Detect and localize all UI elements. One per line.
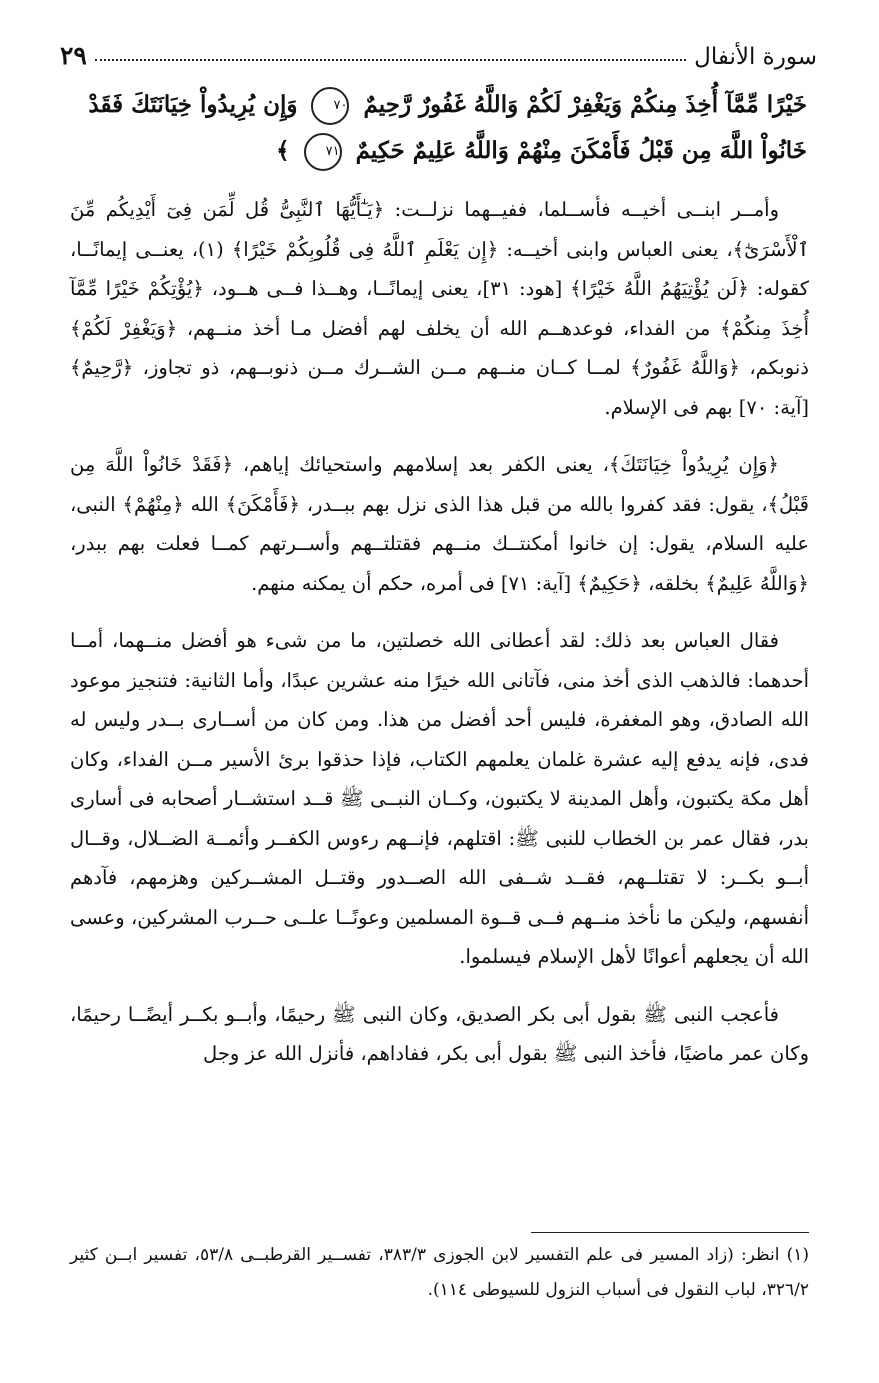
verse-text: خَانُواْ اللَّهَ مِن قَبْلُ فَأَمْكَنَ مِنْهُمْ وَاللَّهُ عَلِيمٌ حَكِيمٌ	[355, 137, 807, 164]
verse-number-71-marker: ٧١	[304, 133, 342, 171]
quran-line-1	[72, 82, 807, 128]
closing-bracket: ﴾	[276, 137, 290, 164]
verse-text: وَإِن يُرِيدُواْ خِيَانَتَكَ فَقَدْ	[88, 91, 298, 118]
header-dot-leader	[95, 59, 686, 61]
commentary-paragraph-3: فقال العباس بعد ذلك: لقد أعطانى الله خصلتين، ما من شىء هو أفضل منــهما، أمــا أحدهما: فالذهب الذى أخذ منى، فآتانى الله خيرًا منه عشرين عبدًا، وأما الثانية: فتنجيز موعود الله الصادق، وهو المغفرة، فليس أحد أفضل من هذا. ومن كان من أســارى بــدر وليس له فدى، فإنه يدفع إليه عشرة غلمان يعلمهم الكتاب، فإذا حذقوا برئ الأسير مــن الفداء، وكان أهل مكة يكتبون، وأهل المدينة لا يكتبون، وكــان النبــى ﷺ قــد استشــار أصحابه فى أسارى بدر، فقال عمر بن الخطاب للنبى ﷺ: اقتلهم، فإنــهم رءوس الكفــر وأئمــة الضــلال، وقــال أبــو بكــر: لا تقتلــهم، فقــد شــفى الله الصــدور وقتــل المشــركين وهزمهم، فآدهم أنفسهم، وليكن ما نأخذ منــهم فــى قــوة المسلمين وعونًــا علــى حــرب المشركين، وعسى الله أن يجعلهم أعوانًا لأهل الإسلام فيسلموا.	[70, 629, 809, 968]
verse-text: خَيْرًا مِّمَّآ أُخِذَ مِنكُمْ وَيَغْفِرْ لَكُمْ وَاللَّهُ غَفُورٌ رَّحِيمٌ	[363, 91, 807, 118]
quran-verses	[72, 82, 807, 174]
commentary-paragraph-4: فأعجب النبى ﷺ بقول أبى بكر الصديق، وكان النبى ﷺ رحيمًا، وأبــو بكــر أيضًــا رحيمًا، وكان عمر ماضيًا، فأخذ النبى ﷺ بقول أبى بكر، ففاداهم، فأنزل الله عز وجل	[70, 1002, 809, 1065]
footnote-separator	[531, 1232, 809, 1233]
commentary-body	[70, 190, 809, 1090]
commentary-paragraph-2: ﴿وَإِن يُرِيدُواْ خِيَانَتَكَ﴾، يعنى الكفر بعد إسلامهم واستحيائك إياهم، ﴿فَقَدْ خَانُواْ اللَّهَ مِن قَبْلُ﴾، يقول: فقد كفروا بالله من قبل هذا الذى نزل بهم ببــدر، ﴿فَأَمْكَنَ﴾ الله ﴿مِنْهُمْ﴾ النبى، عليه السلام، يقول: إن خانوا أمكنتــك منــهم فقتلتــهم وأســرتهم كمــا فعلت بهم ببدر، ﴿وَاللَّهُ عَلِيمٌ﴾ بخلقه، ﴿حَكِيمٌ﴾ [آية: ٧١] فى أمره، حكم أن يمكنه منهم.	[70, 453, 809, 595]
page-header	[60, 30, 817, 70]
surah-title: سورة الأنفال	[694, 44, 817, 70]
quran-line-2	[72, 128, 807, 174]
footnote: (١) انظر: (زاد المسير فى علم التفسير لابن الجوزى ٣٨٣/٣، تفســير القرطبــى ٥٣/٨، تفسير ابــن كثير ٣٢٦/٢، لباب النقول فى أسباب النزول للسيوطى ١١٤).	[70, 1245, 810, 1300]
verse-number-70-marker: ٧٠	[311, 87, 349, 125]
commentary-paragraph-1: وأمــر ابنــى أخيــه فأســلما، ففيــهما نزلــت: ﴿يَـٰٓأَيُّهَا ٱلنَّبِىُّ قُل لِّمَن فِىٓ أَيْدِيكُم مِّنَ ٱلْأَسْرَىٰٓ﴾، يعنى العباس وابنى أخيــه: ﴿إِن يَعْلَمِ ٱللَّهُ فِى قُلُوبِكُمْ خَيْرًا﴾ (١)، يعنــى إيمانًــا، كقوله: ﴿لَن يُؤْتِيَهُمُ اللَّهُ خَيْرًا﴾ [هود: ٣١]، يعنى إيمانًــا، وهــذا فــى هــود، ﴿يُؤْتِكُمْ خَيْرًا مِّمَّآ أُخِذَ مِنكُمْ﴾ من الفداء، فوعدهــم الله أن يخلف لهم أفضل مـا أخذ منــهم، ﴿وَيَغْفِرْ لَكُمْ﴾ ذنوبكم، ﴿وَاللَّهُ غَفُورٌ﴾ لمــا كــان منــهم مــن الشــرك مــن ذنوبــهم، ذو تجاوز، ﴿رَّحِيمٌ﴾ [آية: ٧٠] بهم فى الإسلام.	[70, 198, 809, 419]
page-number: ٢٩	[60, 41, 87, 70]
